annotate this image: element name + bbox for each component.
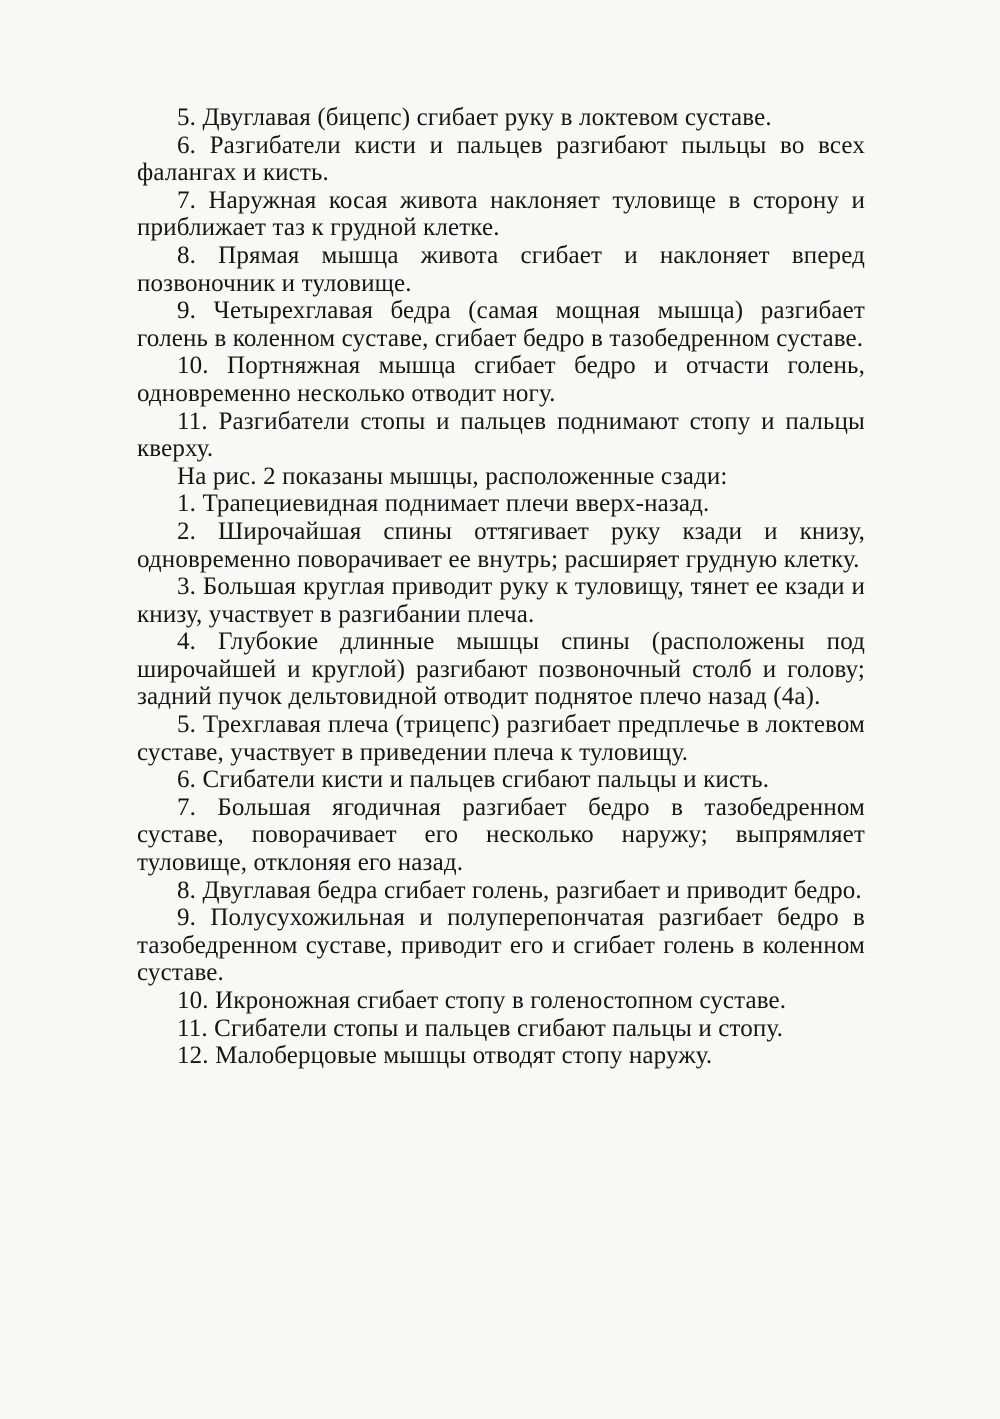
body-text [137, 104, 865, 1070]
paragraph-back-2: 2. Широчайшая спины оттягивает руку кзади и книзу, одновременно поворачивает ее внутрь; расширяет грудную клетку. [137, 517, 865, 573]
paragraph-back-7: 7. Большая ягодичная разгибает бедро в тазобедренном суставе, поворачивает его несколько наружу; выпрямляет туловище, отклоняя его назад. [137, 793, 865, 877]
paragraph-front-11: 11. Разгибатели стопы и пальцев поднимают стопу и пальцы кверху. [137, 407, 865, 463]
paragraph-front-8: 8. Прямая мышца живота сгибает и наклоняет вперед позвоночник и туловище. [137, 241, 865, 297]
paragraph-front-10: 10. Портняжная мышца сгибает бедро и отчасти голень, одновременно несколько отводит ногу. [137, 352, 865, 407]
paragraph-back-1: 1. Трапециевидная поднимает плечи вверх-назад. [177, 490, 710, 518]
paragraph-front-6: 6. Разгибатели кисти и пальцев разгибают пыльцы во всех фалангах и кисть. [137, 131, 865, 187]
paragraph-front-7: 7. Наружная косая живота наклоняет туловище в сторону и приближает таз к грудной клетке. [137, 186, 865, 242]
paragraph-front-5: 5. Двуглавая (бицепс) сгибает руку в локтевом суставе. [177, 104, 772, 131]
paragraph-back-8: 8. Двуглавая бедра сгибает голень, разгибает и приводит бедро. [177, 876, 862, 904]
paragraph-front-9: 9. Четырехглавая бедра (самая мощная мышца) разгибает голень в коленном суставе, сгибает бедро в тазобедренном суставе. [137, 297, 865, 352]
paragraph-back-11: 11. Сгибатели стопы и пальцев сгибают пальцы и стопу. [177, 1014, 783, 1042]
paragraph-back-12: 12. Малоберцовые мышцы отводят стопу наружу. [177, 1042, 713, 1070]
paragraph-figure-2-intro: На рис. 2 показаны мышцы, расположенные сзади: [177, 462, 728, 490]
paragraph-back-9: 9. Полусухожильная и полуперепончатая разгибает бедро в тазобедренном суставе, приводит его и сгибает голень в коленном суставе. [137, 904, 865, 987]
paragraph-back-4: 4. Глубокие длинные мышцы спины (расположены под широчайшей и круглой) разгибают позвоночный столб и голову; задний пучок дельтовидной отводит поднятое плечо назад (4а). [137, 628, 865, 711]
paragraph-back-5: 5. Трехглавая плеча (трицепс) разгибает предплечье в локтевом суставе, участвует в приведении плеча к туловищу. [137, 711, 865, 766]
paragraph-back-3: 3. Большая круглая приводит руку к туловищу, тянет ее кзади и книзу, участвует в разгибании плеча. [137, 573, 865, 628]
paragraph-back-10: 10. Икроножная сгибает стопу в голеностопном суставе. [177, 987, 787, 1014]
paragraph-back-6: 6. Сгибатели кисти и пальцев сгибают пальцы и кисть. [177, 766, 770, 794]
